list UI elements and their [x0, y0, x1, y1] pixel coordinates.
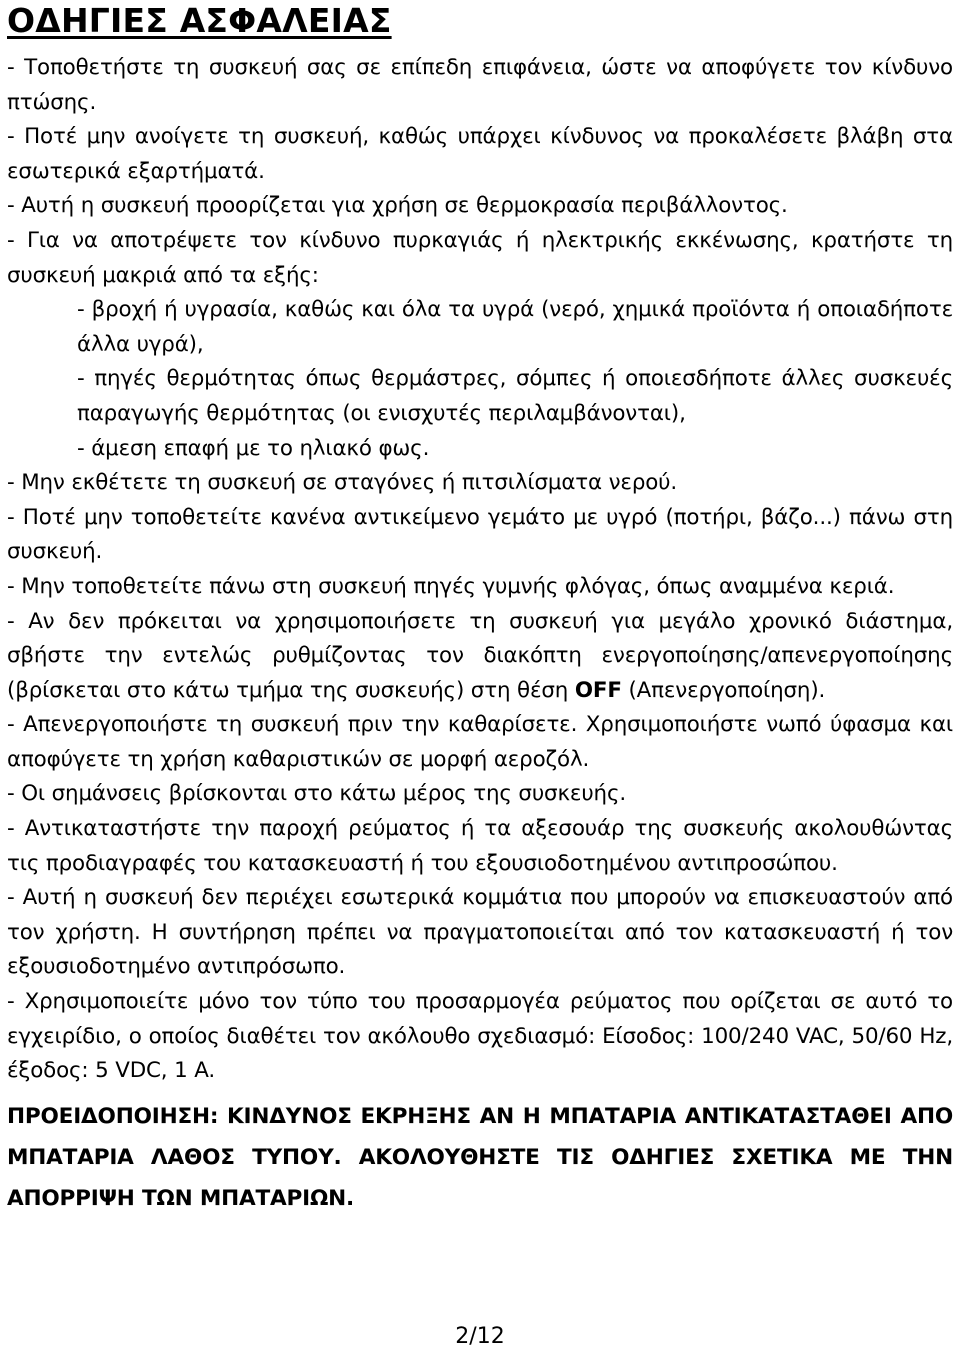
instruction-item: - Χρησιμοποιείτε μόνο τον τύπο του προσαρμογέα ρεύματος που ορίζεται σε αυτό το εγχειρίδιο, ο οποίος διαθέτει τον ακόλουθο σχεδιασμό: Είσοδος: 100/240 VAC, 50/60 Hz, έξοδος: 5 VDC, 1 A. — [7, 989, 953, 1084]
instruction-item: - Τοποθετήστε τη συσκευή σας σε επίπεδη επιφάνεια, ώστε να αποφύγετε τον κίνδυνο πτώσης. — [7, 55, 953, 115]
instruction-item-off-switch — [7, 605, 953, 709]
off-label: OFF — [574, 677, 622, 703]
instruction-item: - Για να αποτρέψετε τον κίνδυνο πυρκαγιάς ή ηλεκτρικής εκκένωσης, κρατήστε τη συσκευή μακριά από τα εξής: — [7, 227, 953, 288]
safety-instructions — [7, 51, 953, 1219]
instruction-item: - Αυτή η συσκευή δεν περιέχει εσωτερικά κομμάτια που μπορούν να επισκευαστούν από τον χρήστη. Η συντήρηση πρέπει να πραγματοποιείται από τον κατασκευαστή ή τον εξουσιοδοτημένο αντιπρόσωπο. — [7, 885, 953, 980]
sub-instruction-item: - βροχή ή υγρασία, καθώς και όλα τα υγρά (νερό, χημικά προϊόντα ή οποιαδήποτε άλλα υγρά), — [77, 297, 953, 357]
instruction-item: - Μην εκθέτετε τη συσκευή σε σταγόνες ή πιτσιλίσματα νερού. — [7, 470, 678, 496]
instruction-item: - Μην τοποθετείτε πάνω στη συσκευή πηγές γυμνής φλόγας, όπως αναμμένα κεριά. — [7, 573, 895, 599]
document-page — [7, 0, 953, 1219]
battery-warning: ΠΡΟΕΙΔΟΠΟΙΗΣΗ: ΚΙΝΔΥΝΟΣ ΕΚΡΗΞΗΣ ΑΝ Η ΜΠΑΤΑΡΙΑ ΑΝΤΙΚΑΤΑΣΤΑΘΕΙ ΑΠΟ ΜΠΑΤΑΡΙΑ ΛΑΘΟΣ ΤΥΠΟΥ. ΑΚΟΛΟΥΘΗΣΤΕ ΤΙΣ ΟΔΗΓΙΕΣ ΣΧΕΤΙΚΑ ΜΕ ΤΗΝ ΑΠΟΡΡΙΨΗ ΤΩΝ ΜΠΑΤΑΡΙΩΝ. — [7, 1103, 953, 1211]
instruction-text: - Αν δεν πρόκειται να χρησιμοποιήσετε τη συσκευή για μεγάλο χρονικό διάστημα, σβήστε την εντελώς ρυθμίζοντας τον διακόπτη ενεργοποίησης/απενεργοποίησης (βρίσκεται στο κάτω τμήμα της συσκευής) στη θέση — [7, 608, 953, 703]
page-number: 2/12 — [455, 1324, 505, 1349]
page-title: ΟΔΗΓΙΕΣ ΑΣΦΑΛΕΙΑΣ — [7, 1, 392, 40]
sub-instruction-item: - πηγές θερμότητας όπως θερμάστρες, σόμπες ή οποιεσδήποτε άλλες συσκευές παραγωγής θερμότητας (οι ενισχυτές περιλαμβάνονται), — [77, 366, 953, 426]
instruction-item: - Ποτέ μην ανοίγετε τη συσκευή, καθώς υπάρχει κίνδυνος να προκαλέσετε βλάβη στα εσωτερικά εξαρτήματά. — [7, 124, 953, 184]
sub-instruction-item: - άμεση επαφή με το ηλιακό φως. — [77, 435, 430, 461]
instruction-item: - Ποτέ μην τοποθετείτε κανένα αντικείμενο γεμάτο με υγρό (ποτήρι, βάζο...) πάνω στη συσκευή. — [7, 504, 953, 565]
instruction-item: - Αντικαταστήστε την παροχή ρεύματος ή τα αξεσουάρ της συσκευής ακολουθώντας τις προδιαγραφές του κατασκευαστή ή του εξουσιοδοτημένου αντιπροσώπου. — [7, 816, 953, 876]
instruction-text: (Απενεργοποίηση). — [621, 677, 826, 703]
instruction-item: - Απενεργοποιήστε τη συσκευή πριν την καθαρίσετε. Χρησιμοποιήστε νωπό ύφασμα και αποφύγετε τη χρήση καθαριστικών σε μορφή αεροζόλ. — [7, 712, 953, 772]
instruction-item: - Οι σημάνσεις βρίσκονται στο κάτω μέρος της συσκευής. — [7, 781, 627, 807]
instruction-item: - Αυτή η συσκευή προορίζεται για χρήση σε θερμοκρασία περιβάλλοντος. — [7, 193, 788, 219]
